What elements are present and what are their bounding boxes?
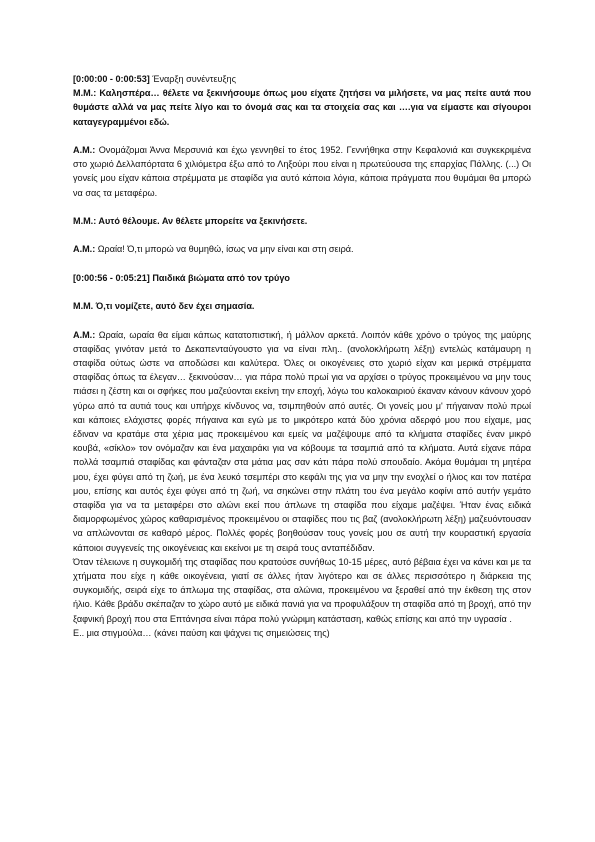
paragraph-text: Ωραία, ωραία θα είμαι κάπως κατατοπιστική, ή μάλλον αρκετά. Λοιπόν κάθε χρόνο ο τρύγος της μαύρης σταφίδας γινόταν μετά το Δεκαπενταύγουστο για να είναι πλη.. (ανολοκλήρωτη λέξη) εντελώς κατάμαυρη η σταφίδα ούτως ώστε να αποδώσει και καλύτερα. Όλες οι οικογένειες στο χωριό είχαν και μερικά στρέμματα σταφίδας όπως τα έλεγαν… ξεκινούσαν… για πάρα πολύ πρωί για να αρχίσει ο τρύγος προκειμένου να μην τους πιάσει η ζέστη και οι σφήκες που μαζεύονται εκείνη την εποχή, λόγω του καλοκαιριού έκαναν κάνουν κάνουν χορό γύρω από τα αυτιά τους και υπήρχε κίνδυνος να, τσιμπηθούν από αυτές. Οι γονείς μου μ' πήγαιναν πολύ πρωί και κάποιες ελάχιστες φορές πήγαινα και εγώ με το μικρότερο κατά δύο χρόνια αδερφό μου που είχαμε, μας έδιναν να κρατάμε στα χέρια μας προκειμένου και εμείς να μαζέψουμε από τα κλήματα σταφίδες έναν μικρό κουβά, «σίκλο» τον ονόμαζαν και ένα μαχαιράκι για να κόβουμε τα τσαμπιά από τα κλήματα. Αυτά είχανε πάρα πολλά τσαμπιά σταφίδας και φάνταζαν στα μάτια μας σαν κάτι πάρα πολύ σπουδαίο. Ακόμα θυμάμαι τη μητέρα μου, έχει φύγει από τη ζωή, με ένα λευκό τσεμπέρι στο κεφάλι της για να μην την ενοχλεί ο ήλιος και τον πατέρα μου, επίσης και αυτός έχει φύγει από τη ζωή, να σηκώνει στην πλάτη του ένα μεγάλο κοφίνι από αυτήν γεμάτο σταφίδα για να τα μεταφέρει στο αλώνι εκεί που άπλωνε τη σταφίδα που είχαμε μαζέψει. Ήταν ένας ειδικά διαμορφωμένος χώρος καθαρισμένος προκειμένου οι σταφίδες που τις βαζ (ανολοκλήρωτη λέξη) μαζευόντουσαν να απλώνονται σε καθαρό μέρος. Πολλές φορές βοηθούσαν τους γονείς μου σε αυτή την κουραστική εργασία κάποιοι συγγενείς της οικογένειας και εκείνοι με τη σειρά τους ανταπέδιδαν. — [73, 329, 531, 553]
interviewee-paragraph — [73, 328, 531, 555]
interviewee-paragraph-continued: Όταν τέλειωνε η συγκομιδή της σταφίδας που κρατούσε συνήθως 10-15 μέρες, αυτό βέβαια έχει να κάνει και με τα χτήματα που είχε η κάθε οικογένεια, γιατί σε άλλες ήταν λιγότερο και σε άλλες περισσότερο η διάρκεια της συγκομιδής, σειρά είχε το άπλωμα της σταφίδας, στα αλώνια, προκειμένου να ξεραθεί από την έκθεση της στον ήλιο. Κάθε βράδυ σκέπαζαν το χώρο αυτό με ειδικά πανιά για να προφυλάξουν τη σταφίδα από τη βροχή, από την ξαφνική βροχή που στα Επτάνησα είναι πάρα πολύ γνώριμη κατάσταση, καθώς επίσης και από την υγρασία . — [73, 556, 531, 624]
paragraph-text: Ονομάζομαι Άννα Μερσυνιά και έχω γεννηθεί το έτος 1952. Γεννήθηκα στην Κεφαλονιά και συγκεκριμένα στο χωριό Δελλαπόρτατα 6 χιλιόμετρα έξω από το Ληξούρι που είναι η πρωτεύουσα της επαρχίας Πάλλης. (...) Οι γονείς μου είχαν κάποια στρέμματα με σταφίδα για αυτό κάποια λόγια, κάποια πράγματα που θυμάμαι θα μπορώ να σας τα μεταφέρω. — [73, 145, 531, 198]
paragraph-text: Αυτό θέλουμε. Αν θέλετε μπορείτε να ξεκινήσετε. — [96, 216, 308, 226]
interviewee-paragraph — [73, 242, 531, 256]
paragraph-text: Καλησπέρα… θέλετε να ξεκινήσουμε όπως μου είχατε ζητήσει να μιλήσετε, να μας πείτε αυτά που θυμάστε αλλά να μας πείτε λίγο και το όνομά σας και τα στοιχεία σας και ….για να είμαστε και σίγουροι καταγεγραμμένοι εδώ. — [73, 88, 531, 127]
speaker-label: Α.Μ.: — [73, 329, 96, 340]
section-title: Έναρξη συνέντευξης — [149, 74, 236, 84]
transcript-page — [73, 72, 531, 640]
paragraph-text: Ωραία! Ό,τι μπορώ να θυμηθώ, ίσως να μην είναι και στη σειρά. — [95, 244, 354, 255]
interviewer-paragraph: Μ.Μ. Ό,τι νομίζετε, αυτό δεν έχει σημασία. — [73, 301, 255, 312]
speaker-label: Α.Μ.: — [73, 244, 96, 255]
speaker-label: Μ.Μ.: — [73, 88, 97, 99]
timestamp: [0:00:00 - 0:00:53] — [73, 74, 150, 84]
section-heading-childhood: [0:00:56 - 0:05:21] Παιδικά βιώματα από τον τρύγο — [73, 272, 290, 283]
speaker-label: Μ.Μ.: — [73, 216, 97, 226]
interviewee-paragraph — [73, 143, 531, 200]
interviewee-pause-note: Ε.. μια στιγμούλα… (κάνει παύση και ψάχνει τις σημειώσεις της) — [73, 627, 330, 638]
speaker-label: Α.Μ.: — [73, 145, 96, 155]
interviewer-paragraph — [73, 86, 531, 129]
section-heading-intro — [73, 72, 531, 86]
interviewer-paragraph — [73, 214, 531, 228]
